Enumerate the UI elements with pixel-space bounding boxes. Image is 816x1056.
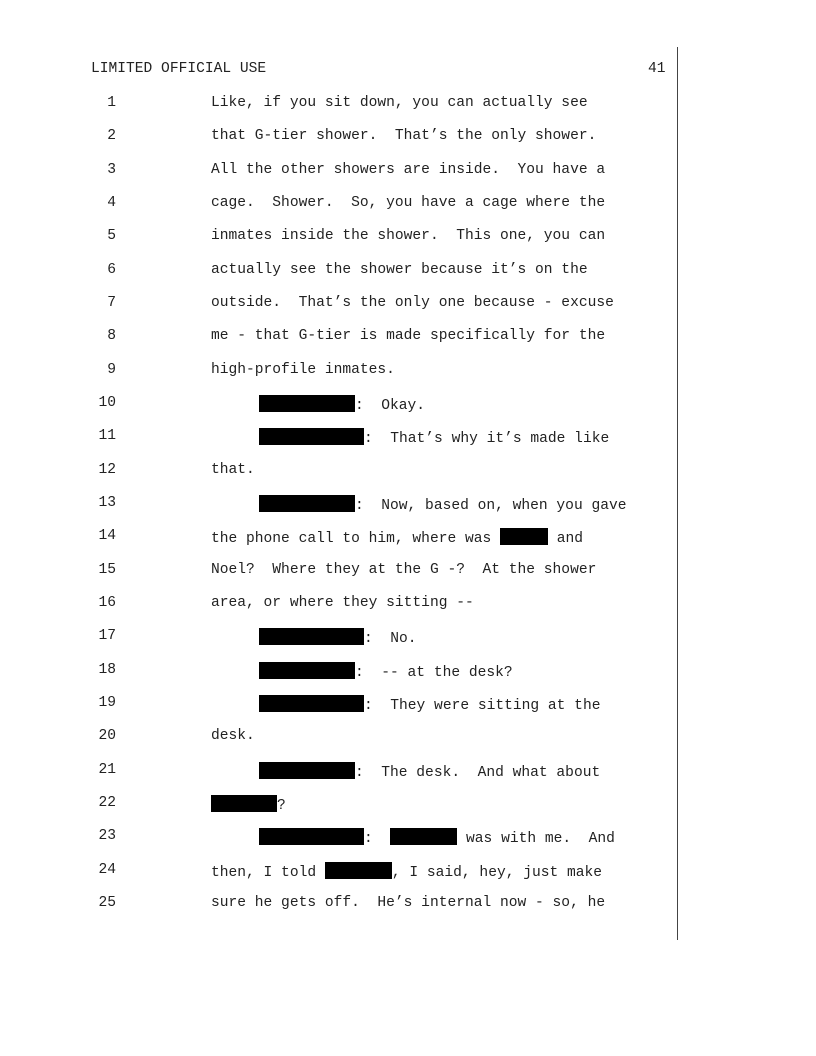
transcript-line: me - that G-tier is made specifically for the: [211, 328, 606, 344]
redaction-box: [259, 828, 364, 845]
line-number: 23: [98, 828, 116, 844]
line-number: 20: [98, 728, 116, 744]
transcript-line: [211, 795, 286, 814]
transcript-line: sure he gets off. He’s internal now - so, he: [211, 895, 606, 911]
line-number: 22: [98, 795, 116, 811]
line-number: 17: [98, 628, 116, 644]
redaction-box: [259, 662, 355, 679]
transcript-line: desk.: [211, 728, 255, 744]
redaction-box: [259, 495, 355, 512]
right-margin-rule: [677, 47, 678, 940]
line-text: : That’s why it’s made like: [364, 431, 610, 447]
line-number: 25: [98, 895, 116, 911]
line-number: 3: [107, 162, 116, 178]
redaction-box: [211, 795, 277, 812]
line-text: :: [364, 831, 391, 847]
page-header-classification: LIMITED OFFICIAL USE: [91, 61, 267, 77]
transcript-line: [211, 862, 602, 881]
line-number: 15: [98, 562, 116, 578]
line-text: : Now, based on, when you gave: [355, 498, 627, 514]
redaction-box: [500, 528, 548, 545]
line-number: 2: [107, 128, 116, 144]
line-text: the phone call to him, where was: [211, 531, 501, 547]
line-number: 14: [98, 528, 116, 544]
line-number: 21: [98, 762, 116, 778]
line-text: : -- at the desk?: [355, 665, 513, 681]
line-text: and: [548, 531, 584, 547]
transcript-line: [259, 628, 417, 647]
line-number: 18: [98, 662, 116, 678]
line-text: then, I told: [211, 865, 325, 881]
transcript-line: [259, 762, 600, 781]
line-text: was with me. And: [457, 831, 615, 847]
line-text: : They were sitting at the: [364, 698, 601, 714]
line-number: 13: [98, 495, 116, 511]
redaction-box: [259, 695, 364, 712]
redaction-box: [259, 428, 364, 445]
line-number: 6: [107, 262, 116, 278]
redaction-box: [325, 862, 392, 879]
transcript-line: [211, 528, 583, 547]
transcript-line: Noel? Where they at the G -? At the shower: [211, 562, 597, 578]
line-text: ?: [277, 798, 286, 814]
transcript-line: high-profile inmates.: [211, 362, 395, 378]
line-number: 24: [98, 862, 116, 878]
transcript-line: [259, 428, 609, 447]
redaction-box: [259, 395, 355, 412]
transcript-line: [259, 828, 615, 847]
line-number: 5: [107, 228, 116, 244]
transcript-line: [259, 662, 513, 681]
line-number: 8: [107, 328, 116, 344]
redaction-box: [259, 628, 364, 645]
line-number: 12: [98, 462, 116, 478]
transcript-line: [259, 495, 627, 514]
transcript-line: [259, 395, 425, 414]
line-number: 4: [107, 195, 116, 211]
line-number: 16: [98, 595, 116, 611]
page-number: 41: [648, 61, 666, 77]
line-text: : The desk. And what about: [355, 765, 601, 781]
transcript-line: outside. That’s the only one because - excuse: [211, 295, 614, 311]
line-text: : No.: [364, 631, 417, 647]
transcript-line: Like, if you sit down, you can actually see: [211, 95, 588, 111]
line-number: 10: [98, 395, 116, 411]
redaction-box: [259, 762, 355, 779]
transcript-line: that.: [211, 462, 255, 478]
line-number: 19: [98, 695, 116, 711]
transcript-line: actually see the shower because it’s on the: [211, 262, 588, 278]
transcript-line: cage. Shower. So, you have a cage where the: [211, 195, 606, 211]
transcript-line: [259, 695, 600, 714]
transcript-line: All the other showers are inside. You have a: [211, 162, 606, 178]
transcript-line: area, or where they sitting --: [211, 595, 474, 611]
line-number: 9: [107, 362, 116, 378]
line-text: : Okay.: [355, 398, 426, 414]
line-text: , I said, hey, just make: [391, 865, 603, 881]
line-number: 7: [107, 295, 116, 311]
line-number: 1: [107, 95, 116, 111]
redaction-box: [390, 828, 457, 845]
line-number: 11: [98, 428, 116, 444]
transcript-line: that G-tier shower. That’s the only shower.: [211, 128, 597, 144]
transcript-line: inmates inside the shower. This one, you can: [211, 228, 606, 244]
